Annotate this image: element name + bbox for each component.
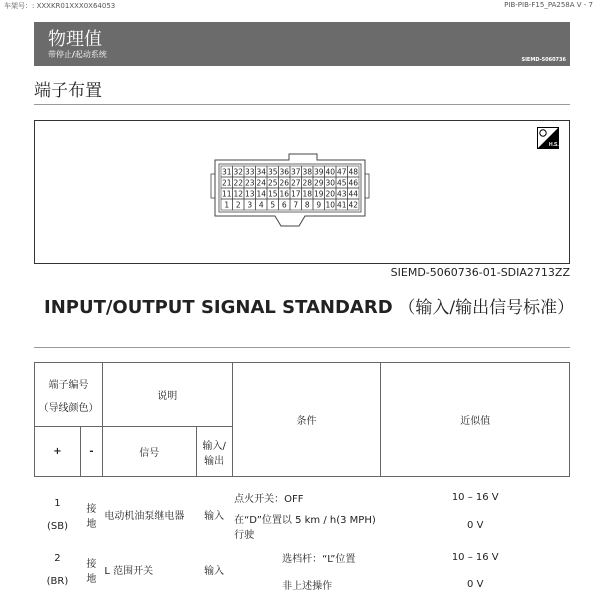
pin-number: 11 [221,189,232,199]
pin-number: 23 [244,178,255,188]
io-standard-title [14,297,584,319]
pin-number: 39 [313,167,324,177]
pin-number: 14 [256,189,267,199]
connector-left-tab [211,174,215,198]
header-minus: - [80,427,102,477]
subtitle-pre: 带停止 [48,50,72,59]
pin-number: 27 [290,178,301,188]
pin-number: 19 [313,189,324,199]
pin-number: 5 [270,200,276,210]
pin-number: 47 [336,167,347,177]
signal-table [34,362,570,597]
page-subtitle [48,49,107,60]
terminal-color: (BR) [46,575,69,587]
terminal-minus: 接地 [86,558,97,585]
pin-number: 24 [256,178,267,188]
pin-number: 33 [244,167,255,177]
terminal-minus: 接地 [86,503,97,530]
pin-number: 12 [233,189,244,199]
pin-number: 43 [336,189,347,199]
subtitle-post: 起动系统 [74,50,107,59]
io-title-cn: （输入/输出信号标准） [398,298,575,318]
pin-number: 44 [348,189,359,199]
header-terminal [35,363,103,427]
pin-number: 1 [224,200,230,210]
harness-side-icon [537,127,559,149]
hs-badge-text: H.S. [549,142,559,148]
pin-number: 25 [267,178,278,188]
pin-number: 10 [325,200,336,210]
pin-number: 6 [281,200,287,210]
pin-number: 7 [293,200,299,210]
doc-code-text: PIB-PIB-F15_PA258A V - 7 [504,1,593,9]
condition-text: 选档杆：“L”位置 [282,554,356,565]
divider [34,104,570,105]
pin-number: 41 [336,200,347,210]
pin-number: 34 [256,167,267,177]
terminal-plus [35,487,81,543]
pin-number: 17 [290,189,301,199]
header-plus: + [35,427,81,477]
pin-number: 36 [279,167,290,177]
value-text: 10 – 16 V [451,552,499,563]
header-description: 说明 [102,363,232,427]
page-title: 物理值 [48,29,102,50]
section-title: 端子布置 [34,81,102,101]
top-bar [0,0,599,12]
header-terminal-line2: （导线颜色） [38,402,99,414]
subtitle-sep: / [72,50,75,59]
value-text: 10 – 16 V [451,492,499,503]
terminal-number: 2 [54,552,61,564]
vin-text: 车架号：: XXXKR01XXX0X64053 [4,2,116,10]
pin-number: 46 [348,178,359,188]
pin-number: 4 [258,200,264,210]
value-text: 0 V [467,579,484,590]
pin-number: 31 [221,167,232,177]
signal-name: L 范围开关 [104,566,154,577]
pin-number: 8 [304,200,310,210]
signal-io: 输入 [204,511,225,522]
pin-number: 45 [336,178,347,188]
header-signal: 信号 [102,427,196,477]
pin-number: 38 [302,167,313,177]
pin-number: 15 [267,189,278,199]
pin-number: 16 [279,189,290,199]
signal-name: 电动机油泵继电器 [104,511,185,522]
pin-number: 3 [247,200,253,210]
header-value: 近似值 [381,363,570,477]
value-text: 0 V [467,520,484,531]
pin-number: 32 [233,167,244,177]
header-condition: 条件 [232,363,381,477]
signal-io: 输入 [204,566,225,577]
pin-number: 22 [233,178,244,188]
connector-right-tab [365,174,369,198]
header-code: SIEMD-5060736 [521,57,566,63]
terminal-number: 1 [54,497,61,509]
header-band [34,22,570,66]
pin-number: 26 [279,178,290,188]
pin-number: 21 [221,178,232,188]
pin-number: 37 [290,167,301,177]
header-io: 输入/输出 [196,427,232,477]
condition-text: 非上述操作 [282,581,333,592]
header-terminal-line1: 端子编号 [48,379,89,391]
pin-number: 42 [348,200,359,210]
connector-diagram [205,150,375,232]
pin-number: 40 [325,167,336,177]
pin-number: 35 [267,167,278,177]
condition-text: 点火开关：OFF [234,494,304,505]
pin-number: 13 [244,189,255,199]
divider [34,347,570,348]
io-title-en: INPUT/OUTPUT SIGNAL STANDARD [44,297,393,318]
terminal-plus [35,543,81,597]
pin-number: 29 [313,178,324,188]
pin-number: 28 [302,178,313,188]
pin-number: 48 [348,167,359,177]
terminal-color: (SB) [46,520,68,532]
pin-number: 2 [235,200,241,210]
pin-number: 9 [316,200,322,210]
figure-caption: SIEMD-5060736-01-SDIA2713ZZ [390,266,570,279]
pin-number: 20 [325,189,336,199]
pin-number: 18 [302,189,313,199]
pin-number: 30 [325,178,336,188]
condition-text: 在“D”位置以 5 km / h(3 MPH)行驶 [234,514,376,541]
